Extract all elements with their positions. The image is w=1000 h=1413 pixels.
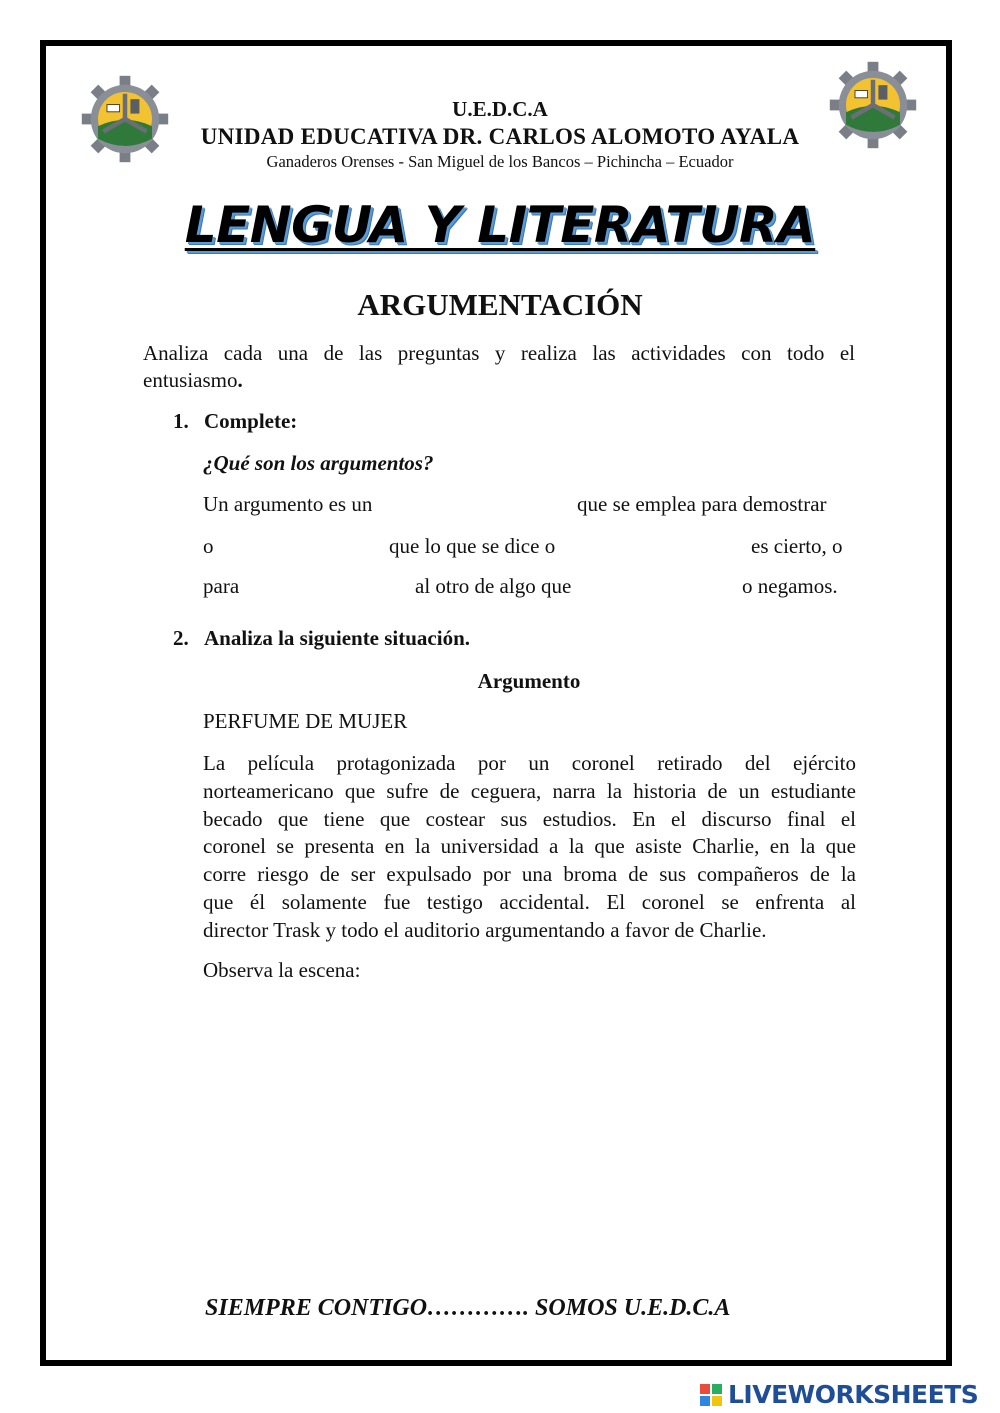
question-1-number: 1. (173, 409, 189, 433)
story-line: becado que tiene que costear sus estudios. En el discurso final el (203, 806, 856, 831)
question-2-heading (173, 626, 470, 651)
liveworksheets-brand (700, 1378, 995, 1410)
question-2-label: Analiza la siguiente situación. (204, 626, 471, 650)
instructions-line-2-text: entusiasmo (143, 368, 238, 392)
fill-row-2-part-3: es cierto, o (751, 534, 843, 558)
question-1-heading (173, 409, 297, 434)
observe-scene-text: Observa la escena: (203, 958, 361, 982)
question-1-prompt: ¿Qué son los argumentos? (203, 451, 434, 475)
fill-row-3-part-3: o negamos. (742, 574, 838, 598)
school-name: UNIDAD EDUCATIVA DR. CARLOS ALOMOTO AYALA (200, 124, 800, 149)
instructions-line-1: Analiza cada una de las preguntas y realiza las actividades con todo el (143, 341, 855, 365)
question-1-label: Complete: (204, 409, 298, 433)
story-line: director Trask y todo el auditorio argumentando a favor de Charlie. (203, 917, 767, 942)
liveworksheets-text: LIVEWORKSHEETS (728, 1380, 979, 1409)
school-motto: SIEMPRE CONTIGO…………. SOMOS U.E.D.C.A (205, 1295, 731, 1321)
instructions-line-2 (143, 367, 855, 394)
story-line: coronel se presenta en la universidad a la que asiste Charlie, en la que (203, 834, 856, 859)
story-line: La película protagonizada por un coronel retirado del ejército (203, 751, 856, 775)
fill-row-3-part-1: para (203, 574, 240, 598)
liveworksheets-logo-icon (700, 1384, 724, 1406)
fill-row-1-part-2: que se emplea para demostrar (577, 492, 827, 516)
topic-title: ARGUMENTACIÓN (357, 287, 643, 322)
question-2-number: 2. (173, 626, 189, 650)
fill-row-2-part-1: o (203, 534, 214, 558)
story-line: norteamericano que sufre de ceguera, narra la historia de un estudiante (203, 778, 856, 803)
subject-title: LENGUA Y LITERATURA (184, 196, 816, 254)
story-line: corre riesgo de ser expulsado por una broma de sus compañeros de la (203, 862, 856, 887)
school-acronym: U.E.D.C.A (452, 97, 548, 121)
story-paragraph (203, 750, 856, 945)
argument-section-title: Argumento (477, 669, 581, 693)
instructions-line-2-end: . (237, 368, 243, 392)
instructions (143, 340, 855, 394)
fill-row-3-part-2: al otro de algo que (415, 574, 572, 598)
school-location: Ganaderos Orenses - San Miguel de los Bancos – Pichincha – Ecuador (266, 152, 734, 171)
fill-row-2-part-2: que lo que se dice o (389, 534, 556, 558)
film-title: PERFUME DE MUJER (203, 709, 408, 733)
story-line: que él solamente fue testigo accidental. El coronel se enfrenta al (203, 889, 856, 914)
fill-row-1-part-1: Un argumento es un (203, 492, 373, 516)
